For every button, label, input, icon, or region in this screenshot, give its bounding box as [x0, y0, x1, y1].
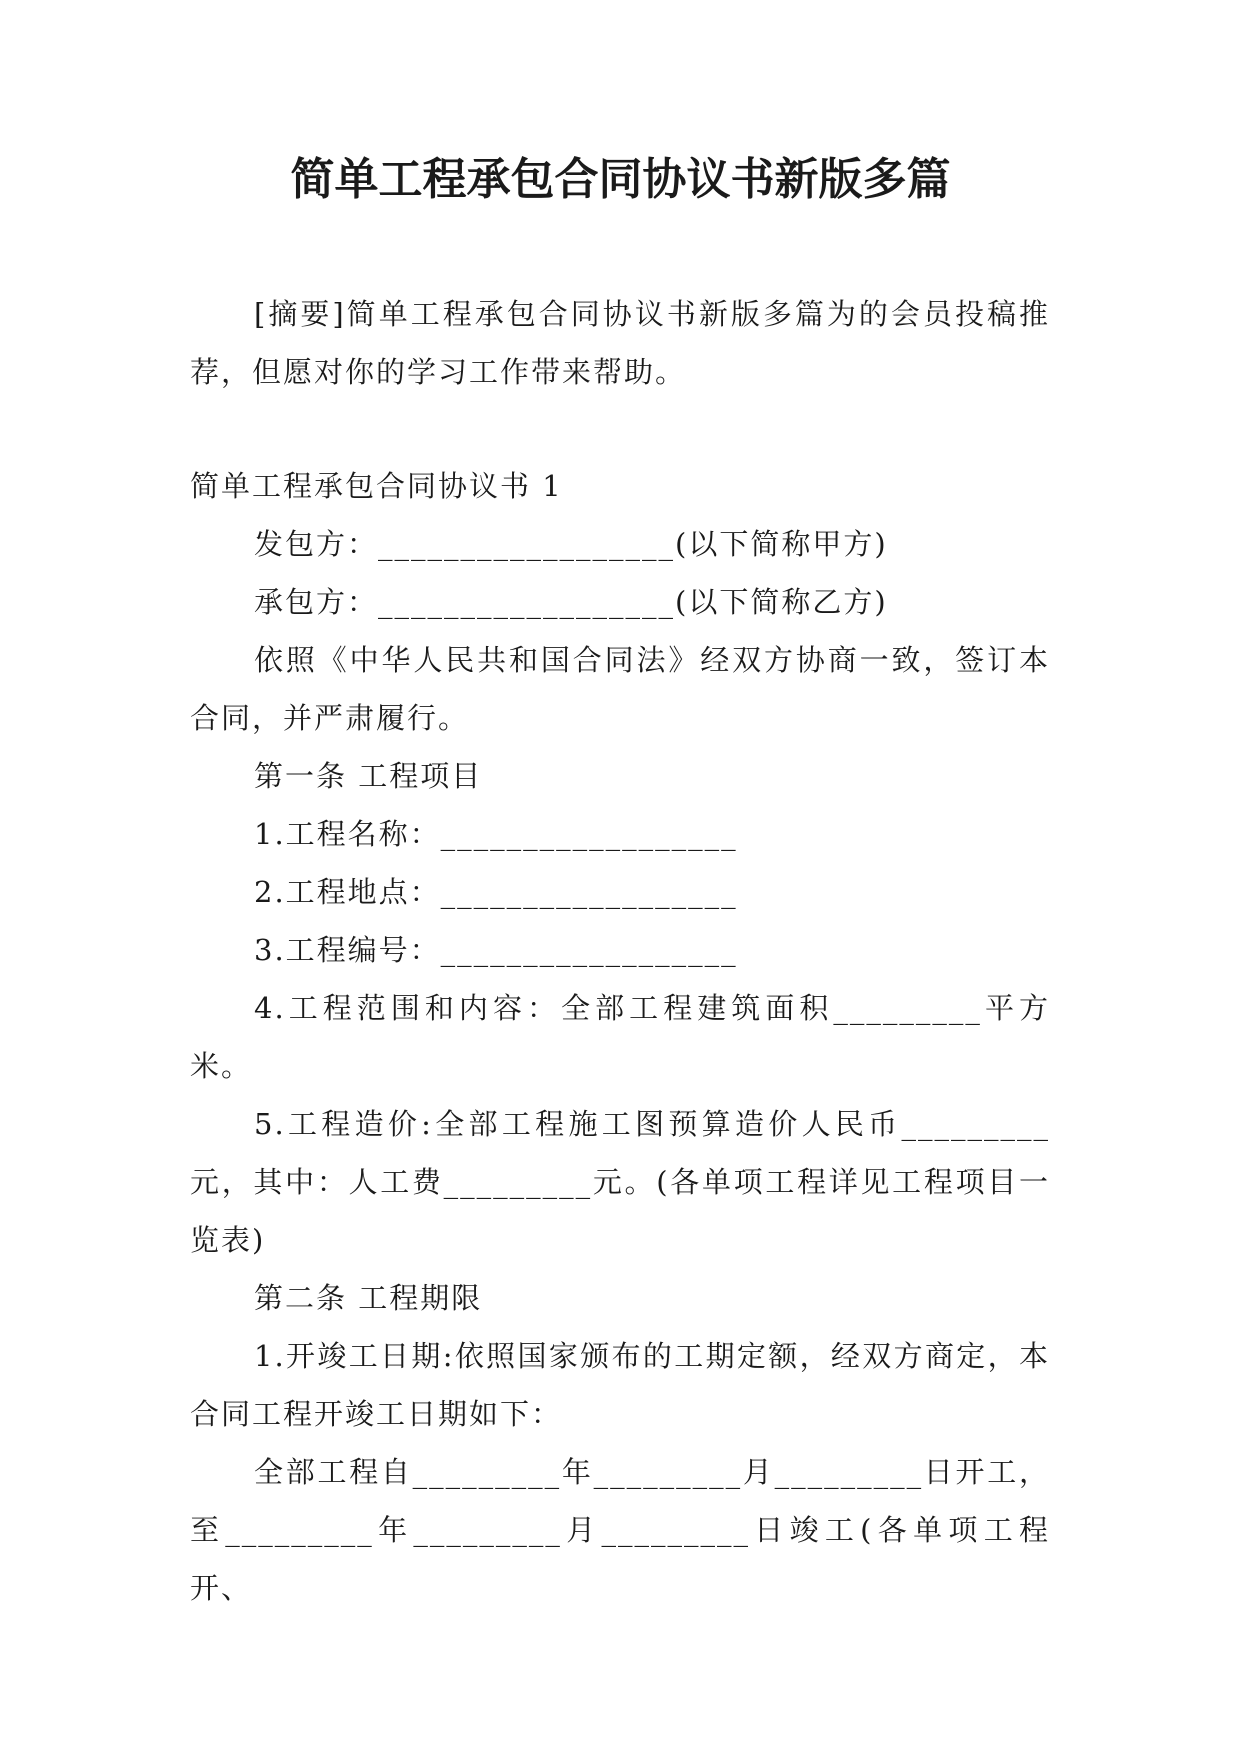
document-title: 简单工程承包合同协议书新版多篇 [290, 154, 951, 205]
paragraph-contractor-employer: 发包方：__________________(以下简称甲方) [254, 527, 888, 561]
project-number-line: 3.工程编号：__________________ [254, 933, 738, 967]
schedule-line: 全部工程自_________年_________月_________日开工，至_________年_________月_________日竣工(各单项工程开、 [190, 1455, 1050, 1605]
section-heading: 简单工程承包合同协议书 1 [190, 469, 563, 503]
article-2-heading: 第二条 工程期限 [254, 1281, 483, 1315]
paragraph-agreement-basis: 依照《中华人民共和国合同法》经双方协商一致，签订本合同，并严肃履行。 [190, 643, 1050, 735]
project-cost-line: 5.工程造价:全部工程施工图预算造价人民币_________元，其中：人工费_________元。(各单项工程详见工程项目一览表) [190, 1107, 1050, 1257]
project-scope-line: 4.工程范围和内容：全部工程建筑面积_________平方米。 [190, 991, 1050, 1083]
document-body [190, 285, 1050, 1617]
project-name-line: 1.工程名称：__________________ [254, 817, 738, 851]
start-end-date-line: 1.开竣工日期:依照国家颁布的工期定额，经双方商定，本合同工程开竣工日期如下： [190, 1339, 1050, 1431]
article-1-heading: 第一条 工程项目 [254, 759, 483, 793]
paragraph-contractor: 承包方：__________________(以下简称乙方) [254, 585, 888, 619]
abstract-paragraph: [摘要]简单工程承包合同协议书新版多篇为的会员投稿推荐，但愿对你的学习工作带来帮助。 [190, 297, 1050, 389]
project-location-line: 2.工程地点：__________________ [254, 875, 738, 909]
